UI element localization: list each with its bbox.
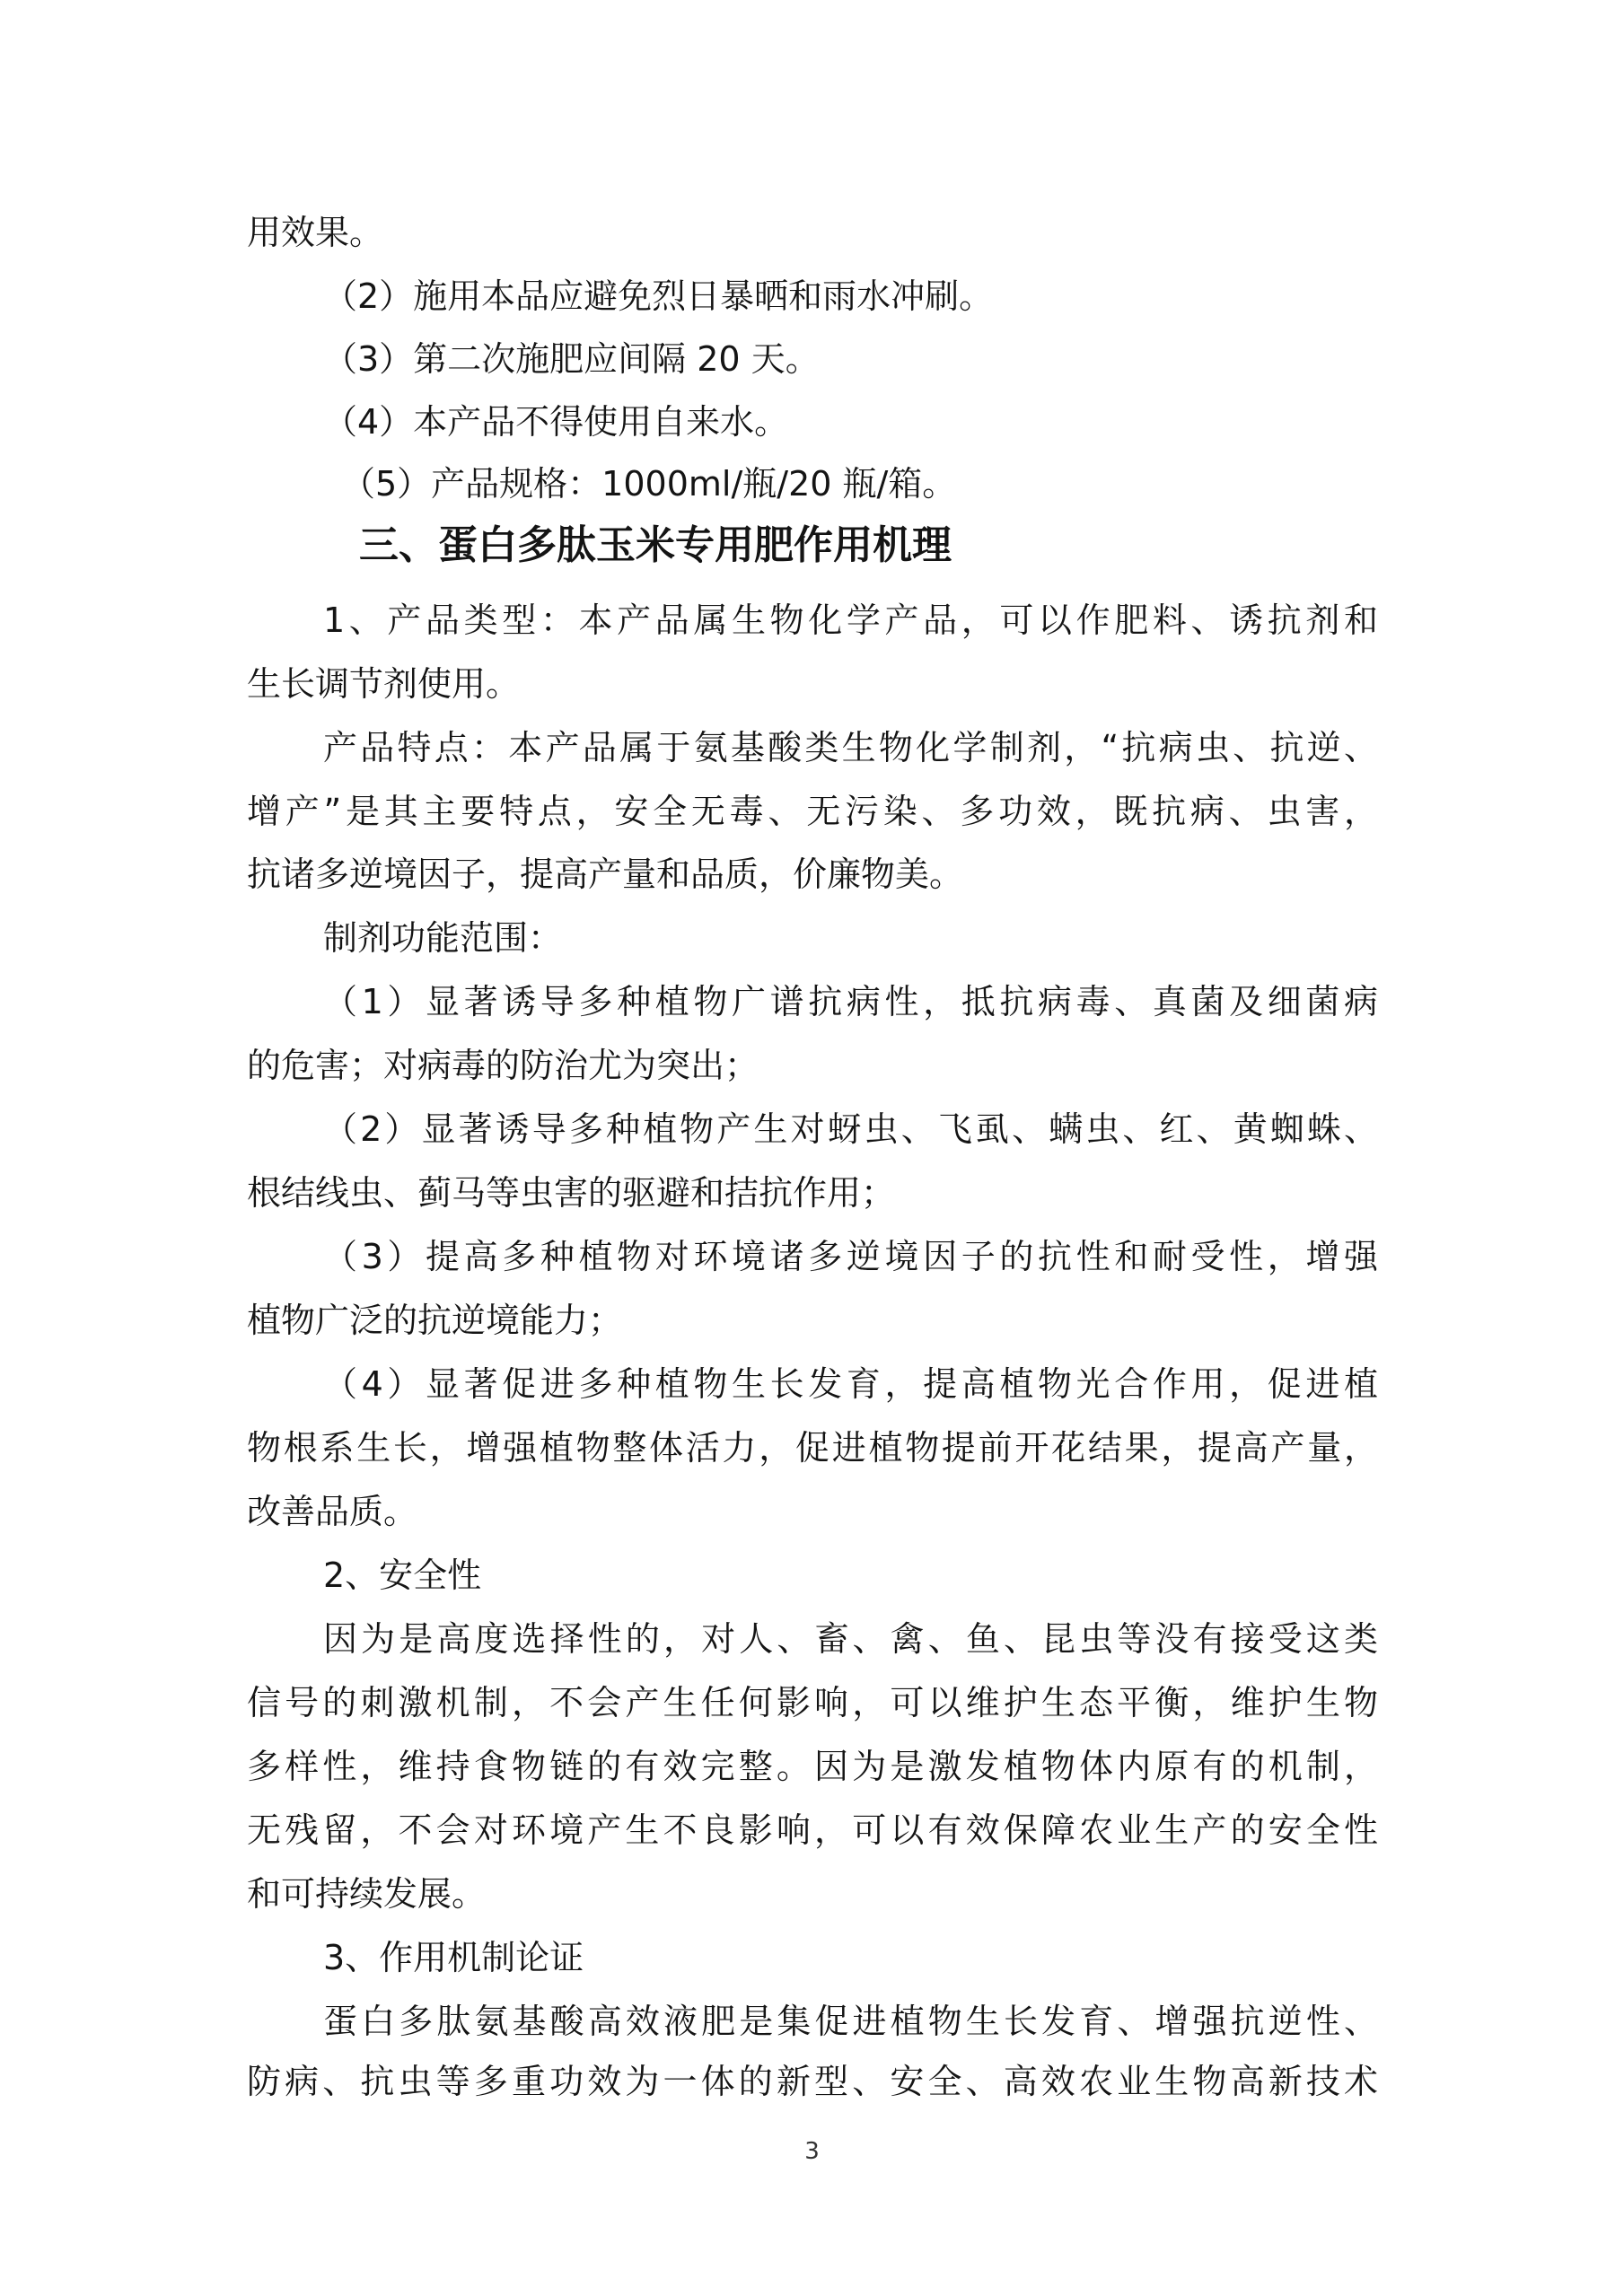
text-line: 的危害；对病毒的防治尤为突出； — [247, 1046, 759, 1085]
text-line: 用效果。 — [247, 213, 384, 252]
text-line: 2、安全性 — [323, 1555, 482, 1595]
text-line: 信号的刺激机制，不会产生任何影响，可以维护生态平衡，维护生物 — [247, 1683, 1378, 1722]
section-title: 三、蛋白多肽玉米专用肥作用机理 — [359, 522, 952, 568]
text-line: （4）本产品不得使用自来水。 — [323, 402, 789, 442]
text-line: （1）显著诱导多种植物广谱抗病性，抵抗病毒、真菌及细菌病 — [323, 982, 1378, 1021]
text-line: （3）第二次施肥应间隔 20 天。 — [323, 339, 820, 379]
page-number: 3 — [804, 2138, 820, 2165]
text-line: （4）显著促进多种植物生长发育，提高植物光合作用，促进植 — [323, 1364, 1378, 1404]
text-line: 蛋白多肽氨基酸高效液肥是集促进植物生长发育、增强抗逆性、 — [323, 2002, 1378, 2041]
text-line: 根结线虫、蓟马等虫害的驱避和拮抗作用； — [247, 1173, 896, 1213]
text-line: 改善品质。 — [247, 1492, 418, 1531]
text-line: 防病、抗虫等多重功效为一体的新型、安全、高效农业生物高新技术 — [247, 2062, 1378, 2101]
text-line: 制剂功能范围： — [323, 918, 563, 958]
text-line: （2）显著诱导多种植物产生对蚜虫、飞虱、螨虫、红、黄蜘蛛、 — [323, 1109, 1378, 1149]
text-line: 无残留，不会对环境产生不良影响，可以有效保障农业生产的安全性 — [247, 1810, 1378, 1850]
text-line: 植物广泛的抗逆境能力； — [247, 1301, 623, 1340]
text-line: 多样性，维持食物链的有效完整。因为是激发植物体内原有的机制， — [247, 1747, 1378, 1786]
text-line: 3、作用机制论证 — [323, 1938, 584, 1977]
text-line: 因为是高度选择性的，对人、畜、禽、鱼、昆虫等没有接受这类 — [323, 1619, 1378, 1659]
text-line: （2）施用本品应避免烈日暴晒和雨水冲刷。 — [323, 276, 994, 316]
text-line: 产品特点：本产品属于氨基酸类生物化学制剂，“抗病虫、抗逆、 — [323, 728, 1378, 767]
text-line: 增产”是其主要特点，安全无毒、无污染、多功效，既抗病、虫害， — [247, 792, 1378, 831]
text-line: （3）提高多种植物对环境诸多逆境因子的抗性和耐受性，增强 — [323, 1237, 1378, 1276]
text-line: 和可持续发展。 — [247, 1874, 487, 1914]
text-line: 物根系生长，增强植物整体活力，促进植物提前开花结果，提高产量， — [247, 1428, 1378, 1468]
text-line: 生长调节剂使用。 — [247, 664, 521, 704]
text-line: 抗诸多逆境因子，提高产量和品质，价廉物美。 — [247, 854, 964, 894]
text-line: 1、产品类型：本产品属生物化学产品，可以作肥料、诱抗剂和 — [323, 600, 1378, 640]
text-line: （5）产品规格：1000ml/瓶/20 瓶/箱。 — [341, 464, 957, 504]
